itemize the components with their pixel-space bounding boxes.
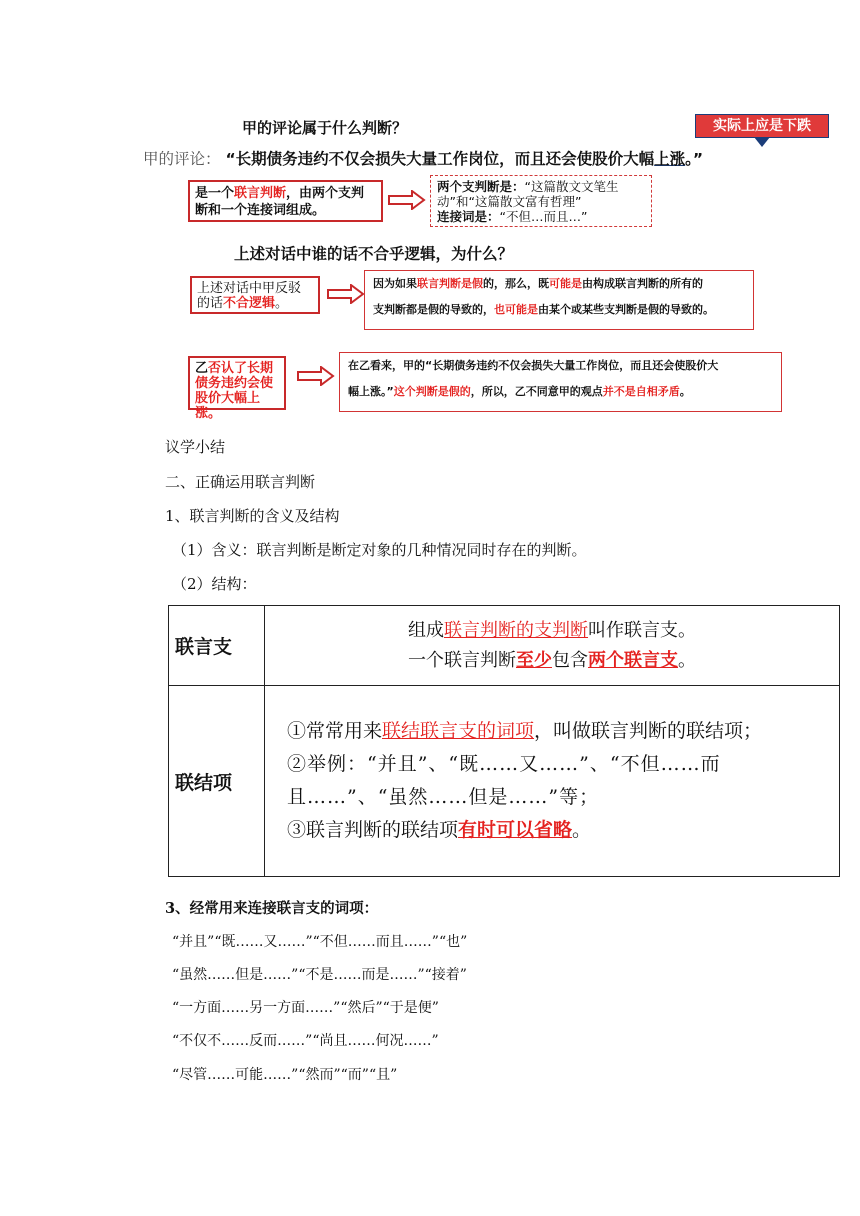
row1-l2b: 至少 [516,649,552,671]
row1-l2d: 两个联言支 [588,649,678,671]
box4-l2c: 由某个或某些支判断是假的导致的。 [538,303,714,316]
row1-l1c: 叫作联言支。 [588,619,696,641]
comment-end: 。” [685,150,704,168]
comment-prefix: 甲的评论： [143,150,221,168]
box4-l1c: 的，那么，既 [483,277,549,290]
subsection-heading: 1、联言判断的含义及结构 [165,507,340,525]
row2-l1a: ①常常用来 [287,720,383,742]
arrow-icon [388,190,426,210]
box6-l1: 在乙看来，甲的“长期债务违约不仅会损失大量工作岗位，而且还会使股价大 [348,359,719,372]
row2-l1c: ，叫做联言判断的联结项； [534,720,763,742]
box6-l2e: 。 [679,385,691,398]
denial-box [188,356,286,421]
row1-l2a: 一个联言判断 [408,649,516,671]
callout-label [695,114,829,138]
box2-l1a: 两个支判断是： [437,179,525,194]
box6-l2d: 并不是自相矛盾 [602,385,680,398]
box1-b: 联言判断 [234,186,287,201]
components-box [430,175,652,227]
callout-arrow-icon [754,137,770,147]
box1-a: 是一个 [195,186,235,201]
box3-c: 。 [275,296,289,311]
structure-line: （2）结构： [172,575,257,593]
box3-a: 上述对话中甲反驳的话 [197,281,302,311]
logic-box [190,276,320,314]
row1-l1b: 联言判断的支判断 [444,619,588,641]
box3-b: 不合逻辑 [223,296,276,311]
question-2: 上述对话中谁的话不合乎逻辑，为什么？ [234,245,514,263]
judgement-box [188,180,383,222]
comment-rise: 上涨 [654,150,686,168]
row1-cell [265,606,840,686]
comment-text: “长期债务违约不仅会损失大量工作岗位，而且还会使股价大幅 [225,150,655,168]
box4-l2b: 也可能是 [494,303,538,316]
connector-line: “一方面……另一方面……”“然后”“于是便” [172,1000,439,1016]
arrow-icon [297,366,335,386]
box4-l2a: 支判断都是假的导致的， [373,303,494,316]
explanation-box [339,352,782,412]
box4-l1a: 因为如果 [373,277,417,290]
row2-head: 联结项 [169,686,265,877]
box4-l1e: 由构成联言判断的所有的 [582,277,703,290]
box5-b: 否认了长期债务违约会使股价大幅上涨。 [195,361,274,421]
structure-table [168,605,840,877]
row2-cell [265,686,840,877]
connector-line: “并且”“既……又……”“不但……而且……”“也” [172,934,468,950]
arrow-icon [327,284,365,304]
box6-l2c: ，所以，乙不同意甲的观点 [470,385,603,398]
row1-l2e: 。 [678,649,696,671]
box6-l2b: 这个判断是假的 [393,385,471,398]
row2-l3c: 。 [572,819,592,841]
box1-c: ，由两个支判断和一个连接词组成。 [195,186,365,218]
connector-line: “虽然……但是……”“不是……而是……”“接着” [172,967,467,983]
summary-title: 议学小结 [165,438,226,456]
row2-l1b: 联结联言支的词项 [382,720,535,742]
row2-l3a: ③联言判断的联结项 [287,819,459,841]
meaning-line: （1）含义：联言判断是断定对象的几种情况同时存在的判断。 [172,541,587,559]
box2-l1b: “这篇散文文笔生动”和“这篇散文富有哲理” [437,179,619,209]
connector-line: “尽管……可能……”“然而”“而”“且” [172,1067,398,1083]
box2-l2a: 连接词是： [437,209,500,224]
question-1: 甲的评论属于什么判断？ [242,119,408,137]
connectors-title: 3、经常用来连接联言支的词项： [165,900,379,917]
box4-l1d: 可能是 [549,277,582,290]
section-heading: 二、正确运用联言判断 [165,473,316,491]
box4-l1b: 联言判断是假 [417,277,483,290]
comment-line [143,147,703,169]
row2-l2: ②举例：“并且”、“既……又……”、“不但……而且……”、“虽然……但是……”等； [287,753,721,808]
row1-l1a: 组成 [408,619,444,641]
box5-a: 乙 [195,361,209,376]
connector-line: “不仅不……反而……”“尚且……何况……” [172,1033,439,1049]
row1-l2c: 包含 [552,649,588,671]
row2-l3b: 有时可以省略 [458,819,573,841]
box2-l2b: “不但…而且…” [499,209,588,224]
box6-l2a: 幅上涨。” [348,385,394,398]
reason-box [364,270,754,330]
row1-head: 联言支 [169,606,265,686]
callout-text: 实际上应是下跌 [713,118,811,134]
